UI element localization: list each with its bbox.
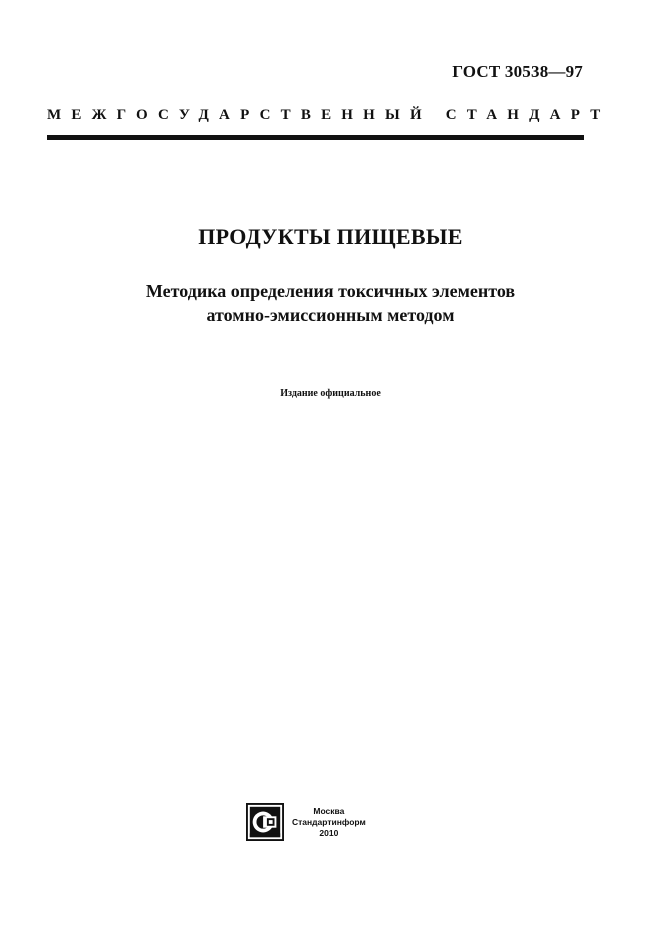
edition-label: Издание официальное bbox=[280, 388, 381, 399]
standard-type-heading bbox=[47, 106, 611, 124]
subtitle-line-2: атомно-эмиссионным методом bbox=[206, 305, 455, 325]
publisher-name: Стандартинформ bbox=[292, 816, 366, 827]
document-number: ГОСТ 30538—97 bbox=[452, 62, 583, 81]
publisher-block bbox=[246, 803, 366, 841]
imprint-text bbox=[292, 806, 366, 839]
document-subtitle bbox=[0, 279, 661, 327]
standard-type-text: МЕЖГОСУДАРСТВЕННЫЙ СТАНДАРТ bbox=[47, 107, 611, 123]
publisher-year: 2010 bbox=[319, 827, 339, 838]
document-title: ПРОДУКТЫ ПИЩЕВЫЕ bbox=[198, 224, 463, 249]
subtitle-line-1: Методика определения токсичных элементов bbox=[145, 281, 516, 301]
header-rule bbox=[47, 135, 584, 140]
standartinform-logo-icon bbox=[246, 803, 284, 841]
publisher-city: Москва bbox=[313, 805, 345, 816]
